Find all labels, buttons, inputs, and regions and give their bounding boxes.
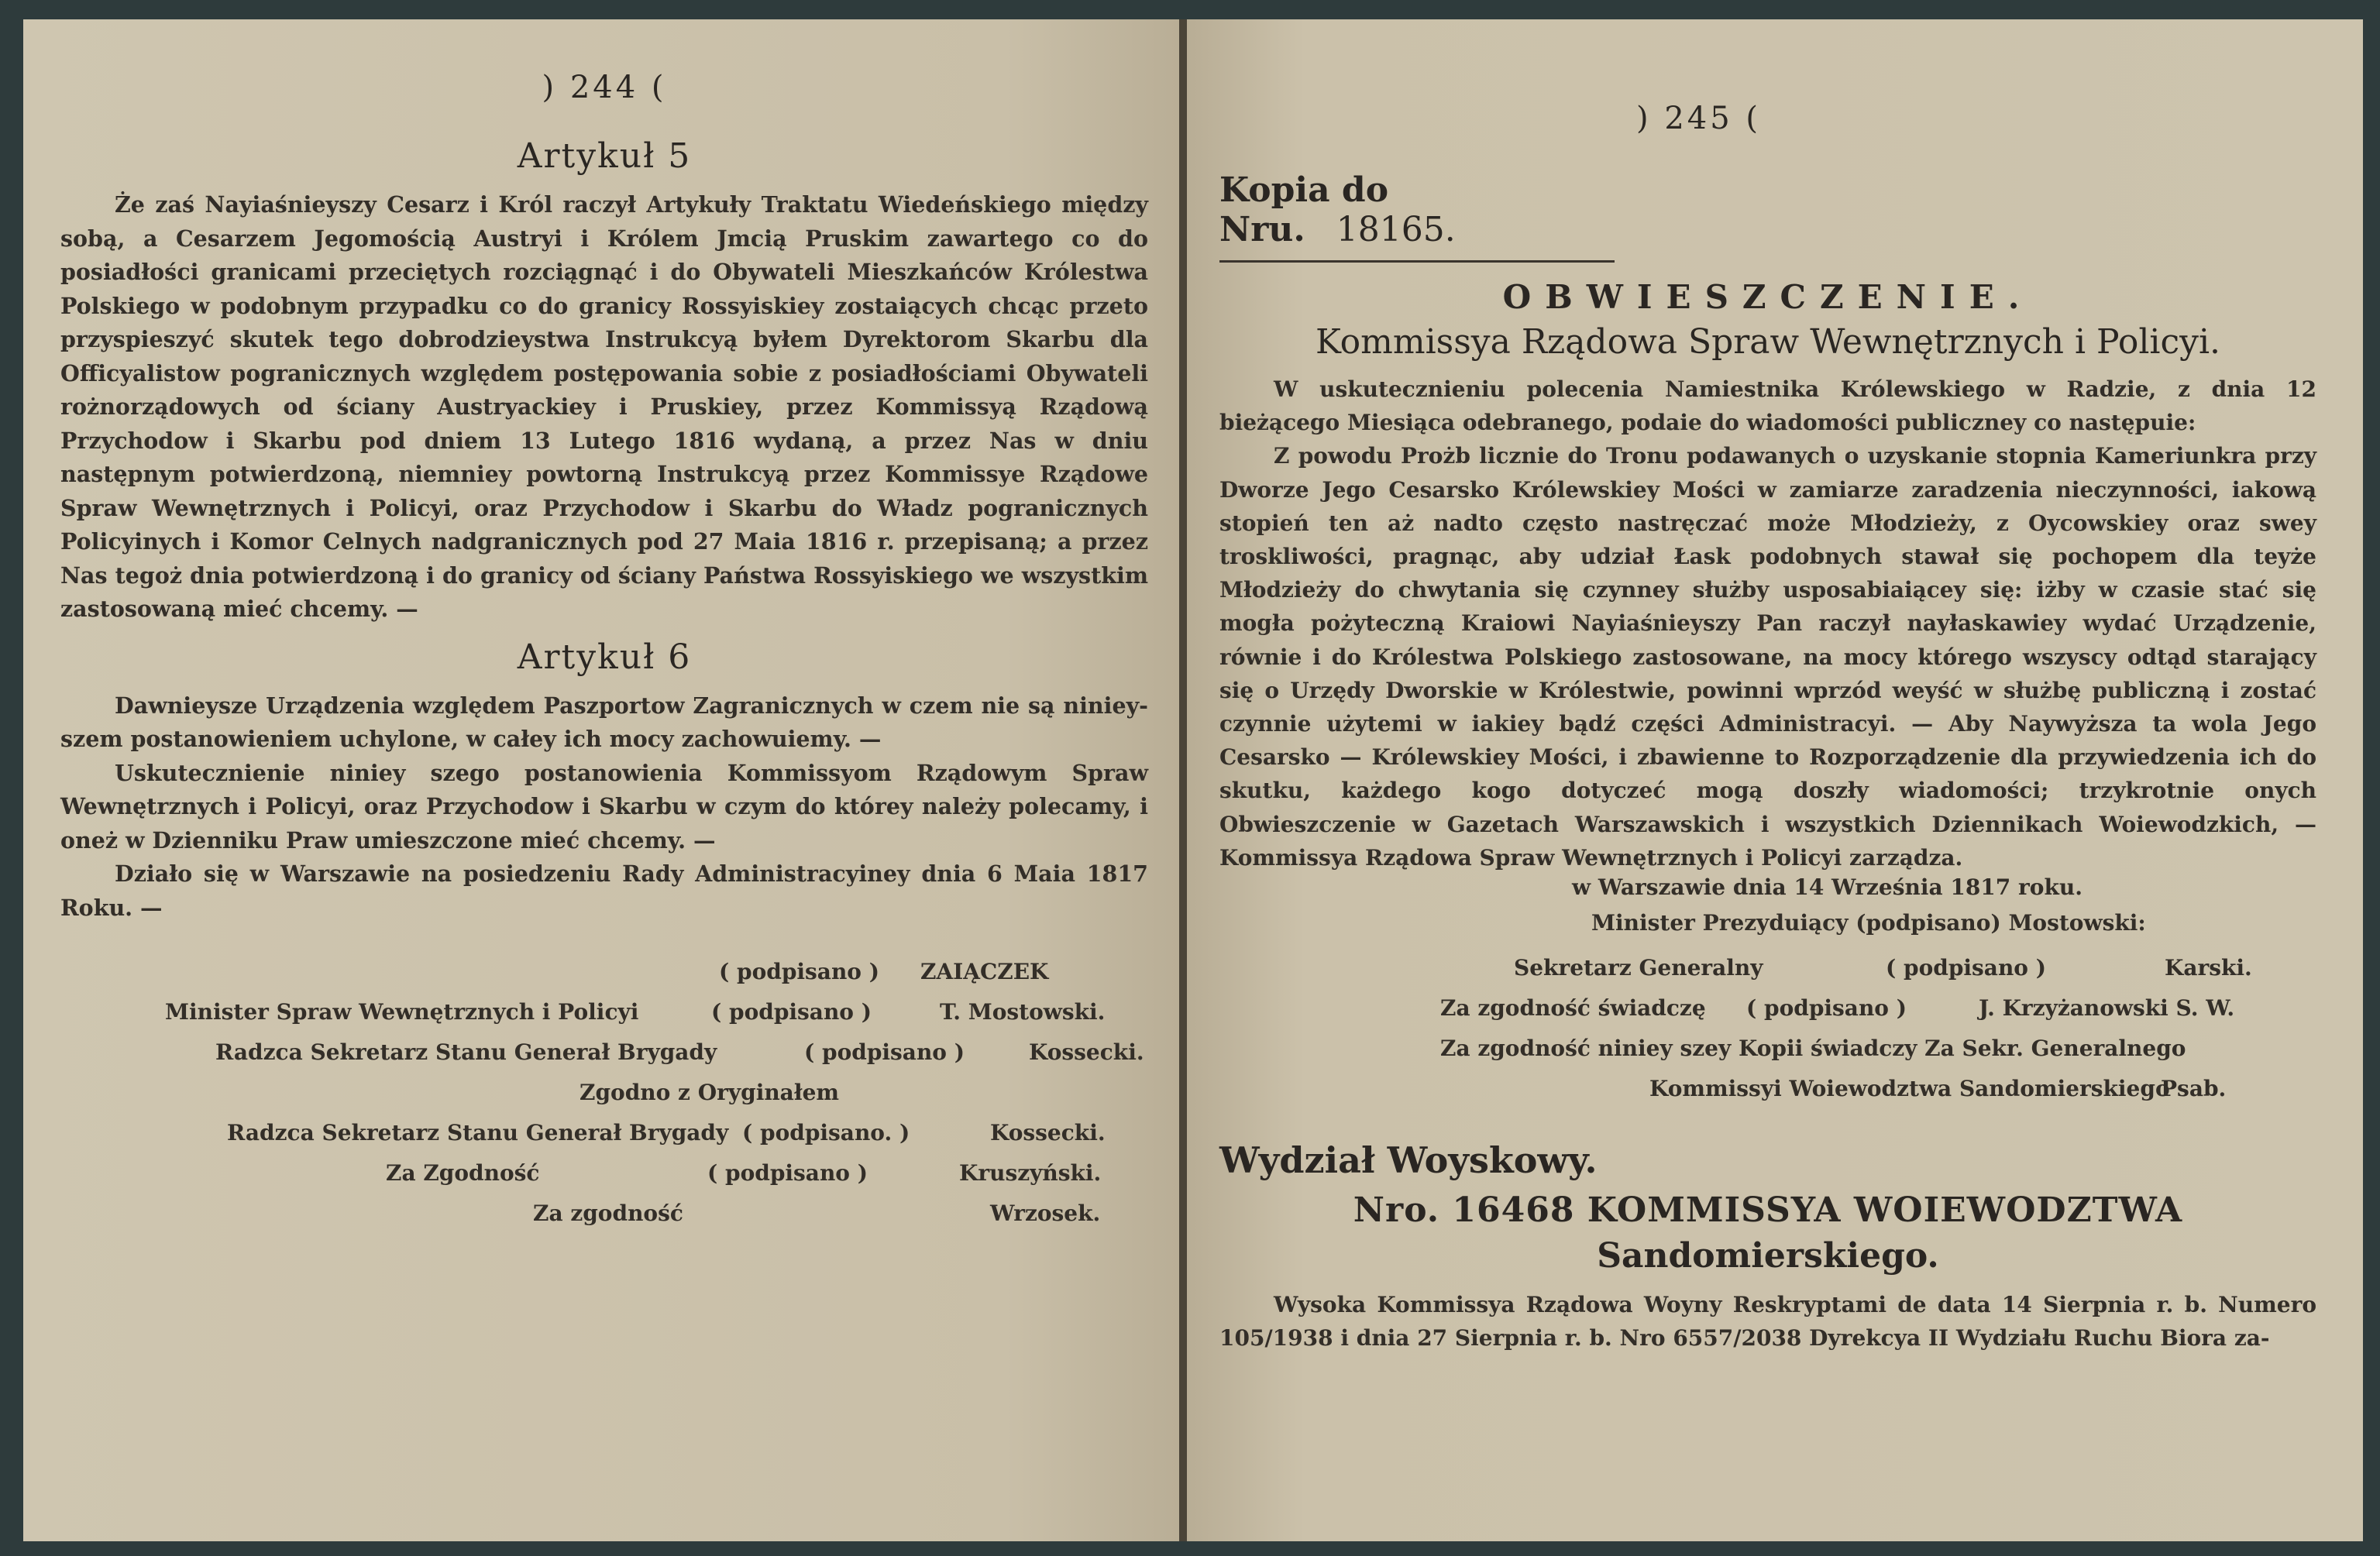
signature-title: Za zgodność świadczę <box>1440 995 1706 1022</box>
signature-row-1 <box>60 959 1148 999</box>
execution-text: Uskutecznienie niniey szego postanowienia Kommissyom Rządowym Spraw Wewnętrznych i Policyi, oraz Przychodow i Skarbu w czym do którey należy polecamy, i oneż w Dzienniku Praw umieszczone mieć chcemy. — <box>60 759 1148 854</box>
certification-text: Kommissyi Woiewodztwa Sandomierskiego <box>1649 1076 2170 1102</box>
copy-label: Kopia do Nru. <box>1219 170 1389 249</box>
copy-number-heading <box>1219 170 1615 263</box>
page-number-left: ) 244 ( <box>542 70 667 105</box>
article-5-text: Że zaś Nayiaśnieyszy Cesarz i Król raczył Artykuły Traktatu Wiedeńskiego między sobą, a Cesarzem Jegomością Austryi i Królem Jmcią Pruskim zawartego co do posiadłości granicami przeciętych rozciągnąć i do Obywateli Mieszkańców Królestwa Polskiego w podobnym przypadku co do granicy Rossyiskiey zostaiących chcąc przeto przyspieszyć skutek tego dobrodzieystwa Instrukcyą byłem Dyrektorom Skarbu dla Officyalistow pogranicznych względem postępowania sobie z posiadłościami Obywateli rożnorządowych od ściany Austryackiey i Pruskiey, przez Kommissyą Rządową Przychodow i Skarbu pod dniem 13 Lutego 1816 wydaną, a przez Nas w dniu następnym potwierdzoną, niemniey powtorną Instrukcyą przez Kommissye Rządowe Spraw Wewnętrznych i Policyi, oraz Przychodow i Skarbu do Władz pogranicznych Policyinych i Komor Celnych nadgranicznych pod 27 Maia 1816 r. przepisaną; a przez Nas tegoż dnia potwierdzoną i do granicy od ściany Państwa Rossyiskiego we wszystkim zastosowaną mieć chcemy. — <box>60 191 1148 622</box>
signature-title: Sekretarz Generalny <box>1514 955 1763 981</box>
minister-text: Minister Prezyduiący (podpisano) Mostowski: <box>1591 910 2146 936</box>
signature-name: Wrzosek. <box>990 1200 1101 1226</box>
voivodeship-name: Sandomierskiego. <box>1597 1236 1939 1276</box>
main-text: Z powodu Prożb licznie do Tronu podawanych o uzyskanie stopnia Kameriunkra przy Dworze Jego Cesarsko Królewskiey Mości w zamiarze zaradzenia nieczynności, iakową stopień ten aż nadto często nastręczać może Młodzieży, z Oycowskiey oraz swey troskliwości, pragnąc, aby udział Łask podobnych stawał się pochopem dla teyże Młodzieży do chwytania się czynney służby usposabiaiącey się: iżby w czasie stać się mogła pożyteczną Kraiowi Nayiaśnieyszy Pan raczył nayłaskawiey wydać Urządzenie, równie i do Królestwa Polskiego zastosowane, na mocy którego wszyscy odtąd starający się o Urzędy Dworskie w Królestwie, powinni wprzód weyść w służbę publiczną i zostać czynnie użytemi w iakiey bądź części Administracyi. — Aby Naywyższa ta wola Jego Cesarsko — Królewskiey Mości, i zbawienne to Rozporządzenie dla przywiedzenia ich do skutku, każdego kogo dotyczeć mogą doszły wiadomości; trzykrotnie onych Obwieszczenie w Gazetach Warszawskich i wszystkich Dziennikach Woiewodzkich, — Kommissya Rządowa Spraw Wewnętrznych i Policyi zarządza. <box>1219 443 2316 871</box>
signature-marker: ( podpisano ) <box>1886 955 2046 981</box>
certification-line-2 <box>1219 1036 2316 1076</box>
signature-marker: ( podpisano ) <box>719 959 879 984</box>
certification-line-1 <box>1219 995 2316 1036</box>
signature-title: Za Zgodność <box>386 1160 540 1186</box>
signature-title: Radzca Sekretarz Stanu Generał Brygady <box>215 1039 717 1065</box>
signature-marker: ( podpisano ) <box>1746 995 1907 1022</box>
signature-row-2 <box>60 999 1148 1039</box>
page-number-right: ) 245 ( <box>1636 101 1761 136</box>
commission-title: Kommissya Rządowa Spraw Wewnętrznych i Policyi. <box>1315 322 2221 362</box>
certification-text: Zgodno z Oryginałem <box>580 1080 840 1105</box>
dated-text: Działo się w Warszawie na posiedzeniu Rady Administracyiney dnia 6 Maia 1817 Roku. — <box>60 860 1148 921</box>
article-6-heading: Artykuł 6 <box>517 637 692 677</box>
certification-text: Za zgodność niniey szey Kopii świadczy Za Sekr. Generalnego <box>1440 1036 2186 1062</box>
section-heading: Wydział Woyskowy. <box>1219 1139 1598 1182</box>
announcement-title: OBWIESZCZENIE. <box>1502 278 2034 316</box>
signature-name: Kruszyński. <box>959 1160 1102 1186</box>
right-page <box>1187 19 2363 1541</box>
signature-name: ZAIĄCZEK <box>920 959 1049 984</box>
document-number-heading: Nro. 16468 KOMMISSYA WOIEWODZTWA <box>1353 1190 2183 1231</box>
intro-text: W uskutecznieniu polecenia Namiestnika Królewskiego w Radzie, z dnia 12 bieżącego Miesiąca odebranego, podaie do wiadomości publiczney co następuie: <box>1219 376 2316 436</box>
signature-row-7 <box>60 1200 1148 1241</box>
signature-name: Kossecki. <box>1029 1039 1144 1065</box>
article-5-heading: Artykuł 5 <box>517 136 692 176</box>
copy-number: 18165. <box>1336 210 1456 249</box>
date-line <box>1219 874 2316 910</box>
book-spread <box>23 19 2363 1541</box>
signature-marker: ( podpisano. ) <box>742 1120 910 1146</box>
signature-row-5 <box>60 1120 1148 1160</box>
final-text: Wysoka Kommissya Rządowa Woyny Reskryptami de data 14 Sierpnia r. b. Numero 105/1938 i dnia 27 Sierpnia r. b. Nro 6557/2038 Dyrekcya II Wydziału Ruchu Biora za- <box>1219 1292 2316 1352</box>
minister-line <box>1219 910 2316 955</box>
signature-title: Za zgodność <box>533 1200 683 1226</box>
signature-row-6 <box>60 1160 1148 1200</box>
signature-marker: ( podpisano ) <box>711 999 872 1025</box>
secretary-line <box>1219 955 2316 995</box>
signature-marker: ( podpisano ) <box>707 1160 868 1186</box>
signature-name: T. Mostowski. <box>940 999 1106 1025</box>
signature-row-4 <box>60 1080 1148 1120</box>
certification-line-3 <box>1219 1076 2316 1116</box>
signature-name: Karski. <box>2165 955 2252 981</box>
left-page <box>23 19 1179 1541</box>
signature-marker: ( podpisano ) <box>804 1039 965 1065</box>
signature-name: J. Krzyżanowski S. W. <box>1979 995 2235 1022</box>
book-gutter <box>1179 19 1187 1541</box>
signature-name: Kossecki. <box>990 1120 1106 1146</box>
article-6-text: Dawnieysze Urządzenia względem Paszportow Zagranicznych w czem nie są niniey- szem postanowieniem uchylone, w całey ich mocy zachowuiemy. — <box>60 692 1148 752</box>
signature-name: Psab. <box>2161 1076 2227 1102</box>
signature-title: Minister Spraw Wewnętrznych i Policyi <box>165 999 639 1025</box>
signature-title: Radzca Sekretarz Stanu Generał Brygady <box>227 1120 729 1146</box>
date-text: w Warszawie dnia 14 Września 1817 roku. <box>1572 874 2082 901</box>
signature-row-3 <box>60 1039 1148 1080</box>
